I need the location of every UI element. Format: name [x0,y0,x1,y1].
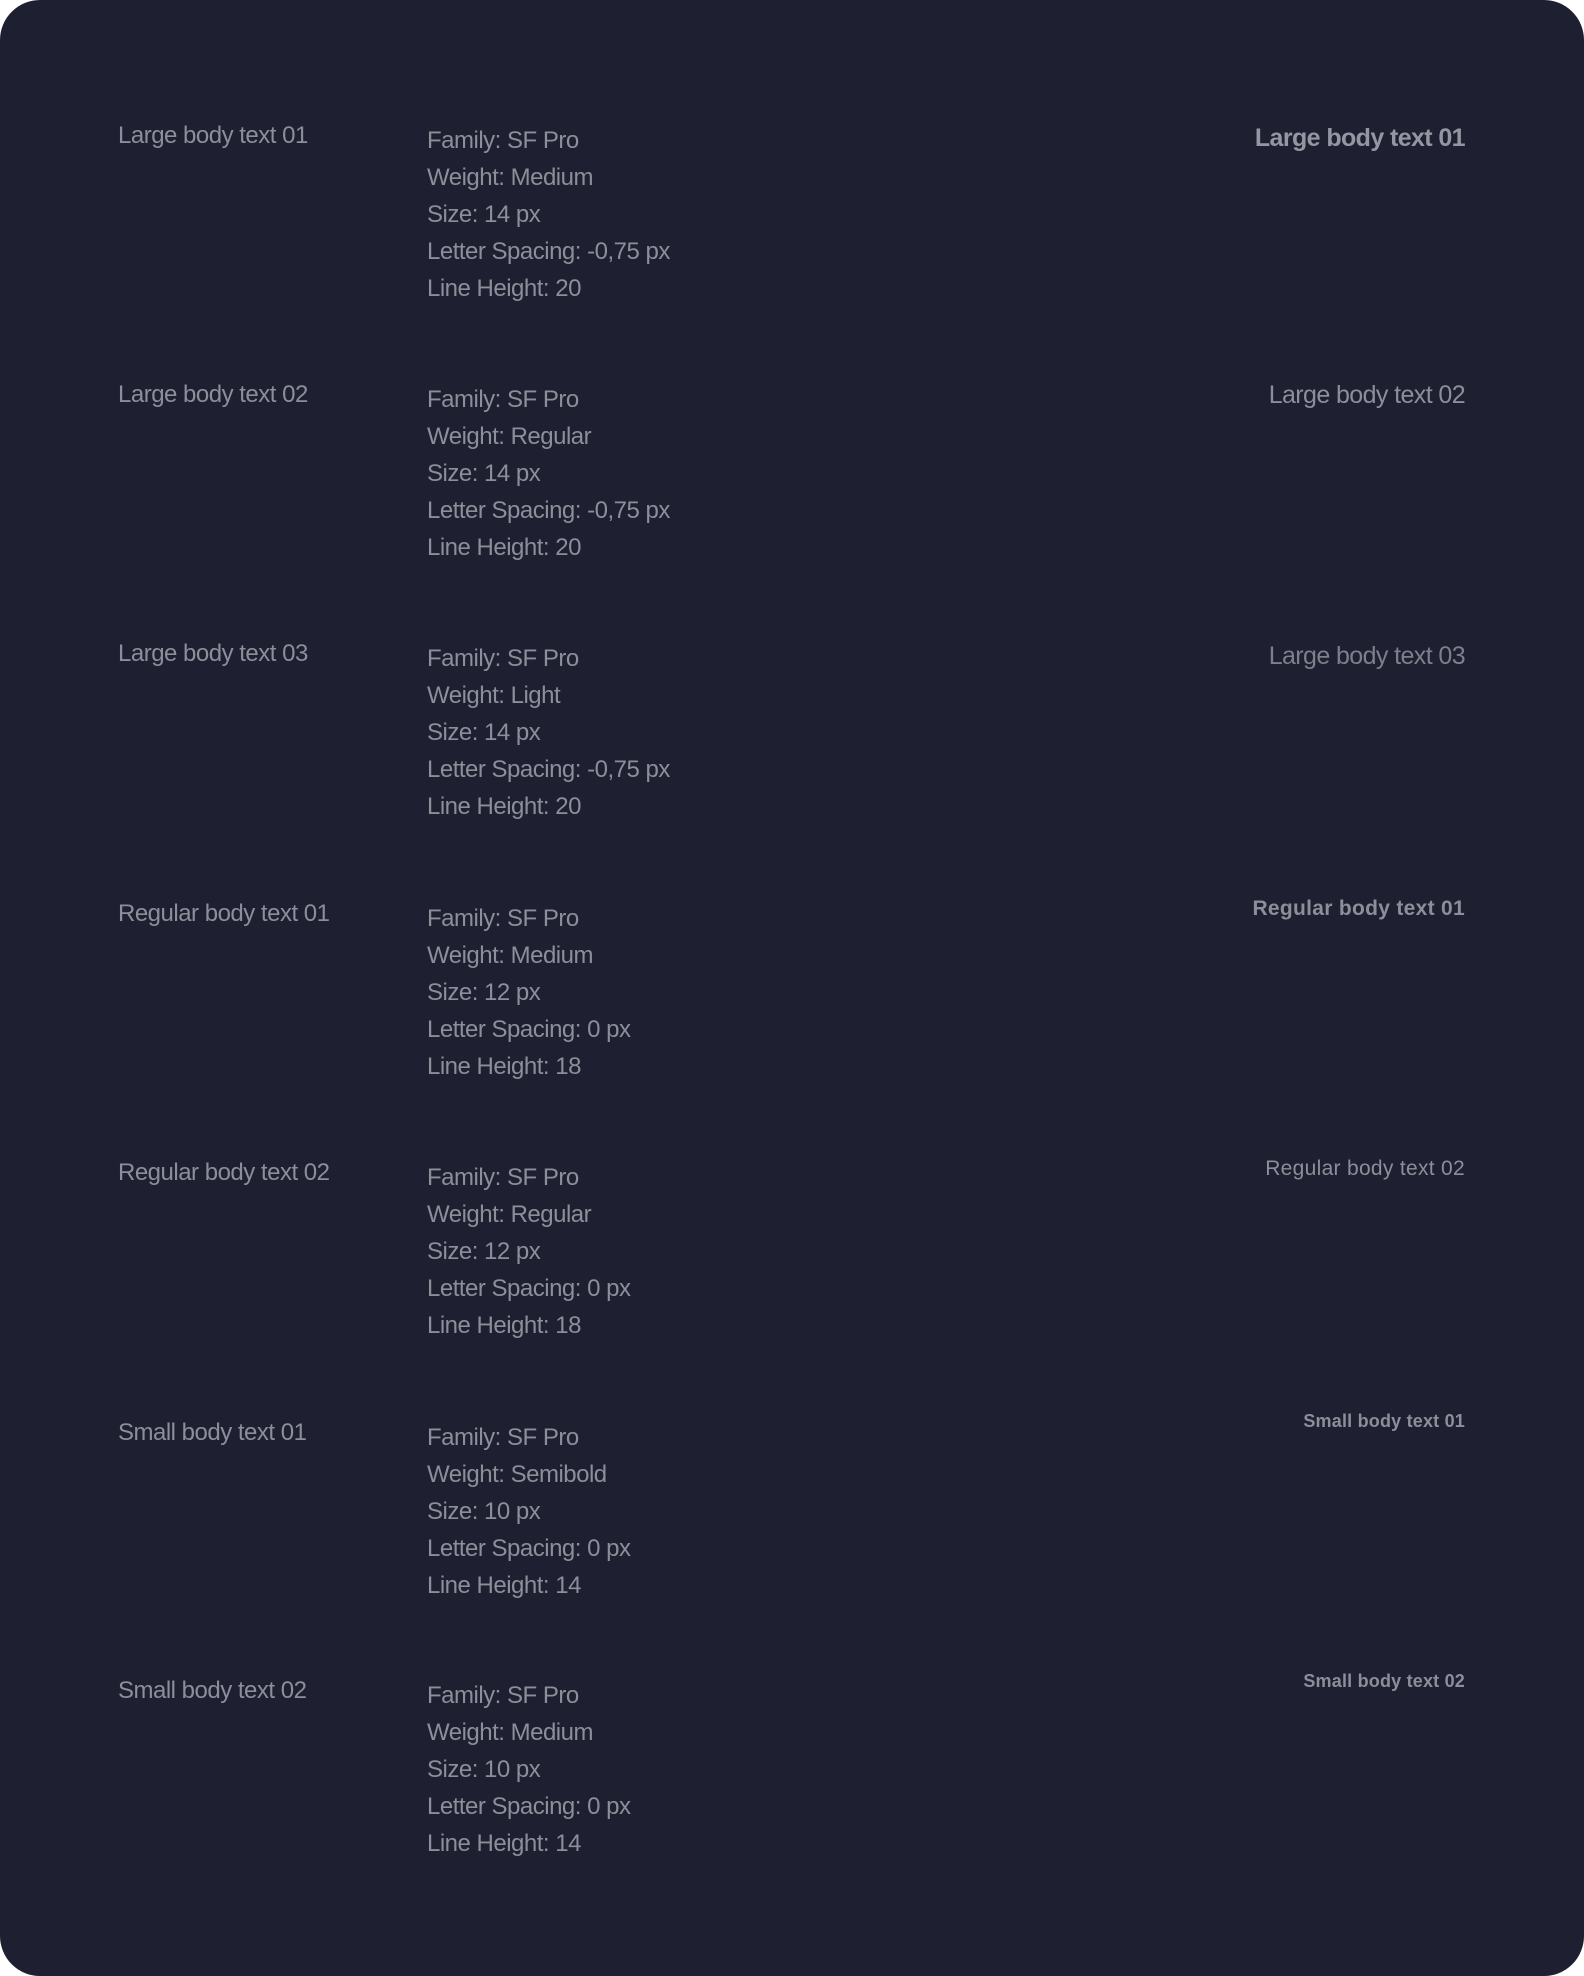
style-sample: Regular body text 02 [1265,1157,1465,1180]
spec-size: Size: 10 px [427,1498,541,1525]
style-name: Regular body text 01 [118,900,330,927]
spec-weight: Weight: Regular [427,423,592,450]
spec-family: Family: SF Pro [427,386,579,413]
style-specs [427,1419,630,1604]
spec-line-height: Line Height: 20 [427,793,581,820]
spec-size: Size: 12 px [427,1238,541,1265]
style-sample: Regular body text 01 [1252,897,1465,920]
spec-letter-spacing: Letter Spacing: 0 px [427,1016,631,1043]
style-name: Large body text 02 [118,381,308,408]
spec-weight: Weight: Medium [427,942,593,969]
type-style-row [0,897,1584,1100]
style-specs [427,640,670,825]
spec-line-height: Line Height: 18 [427,1053,581,1080]
spec-weight: Weight: Light [427,682,561,709]
style-sample: Large body text 01 [1254,124,1465,152]
spec-size: Size: 10 px [427,1756,541,1783]
spec-family: Family: SF Pro [427,1682,579,1709]
style-sample: Large body text 03 [1268,642,1465,670]
type-style-row [0,122,1584,322]
style-name: Small body text 01 [118,1419,307,1446]
spec-line-height: Line Height: 14 [427,1830,581,1857]
spec-family: Family: SF Pro [427,1424,579,1451]
spec-family: Family: SF Pro [427,905,579,932]
type-style-row [0,1671,1584,1877]
spec-line-height: Line Height: 20 [427,275,581,302]
type-style-row [0,1411,1584,1619]
spec-letter-spacing: Letter Spacing: -0,75 px [427,497,670,524]
style-sample: Large body text 02 [1268,381,1465,409]
spec-weight: Weight: Semibold [427,1461,607,1488]
style-name: Large body text 03 [118,640,308,667]
spec-line-height: Line Height: 14 [427,1572,581,1599]
style-sample: Small body text 02 [1303,1671,1465,1691]
type-style-row [0,1159,1584,1359]
spec-letter-spacing: Letter Spacing: 0 px [427,1535,631,1562]
spec-size: Size: 14 px [427,201,541,228]
spec-line-height: Line Height: 20 [427,534,581,561]
spec-letter-spacing: Letter Spacing: -0,75 px [427,238,670,265]
type-style-row [0,640,1584,840]
spec-family: Family: SF Pro [427,645,579,672]
style-specs [427,1677,630,1862]
style-name: Small body text 02 [118,1677,307,1704]
style-name: Regular body text 02 [118,1159,330,1186]
spec-weight: Weight: Regular [427,1201,592,1228]
spec-size: Size: 12 px [427,979,541,1006]
spec-letter-spacing: Letter Spacing: 0 px [427,1793,631,1820]
style-specs [427,900,630,1085]
style-specs [427,122,670,307]
spec-size: Size: 14 px [427,460,541,487]
style-specs [427,381,670,566]
spec-size: Size: 14 px [427,719,541,746]
spec-weight: Weight: Medium [427,164,593,191]
spec-family: Family: SF Pro [427,127,579,154]
spec-family: Family: SF Pro [427,1164,579,1191]
spec-letter-spacing: Letter Spacing: -0,75 px [427,756,670,783]
spec-letter-spacing: Letter Spacing: 0 px [427,1275,631,1302]
spec-line-height: Line Height: 18 [427,1312,581,1339]
style-name: Large body text 01 [118,122,308,149]
type-style-row [0,381,1584,581]
spec-weight: Weight: Medium [427,1719,593,1746]
style-sample: Small body text 01 [1303,1411,1465,1431]
style-specs [427,1159,630,1344]
